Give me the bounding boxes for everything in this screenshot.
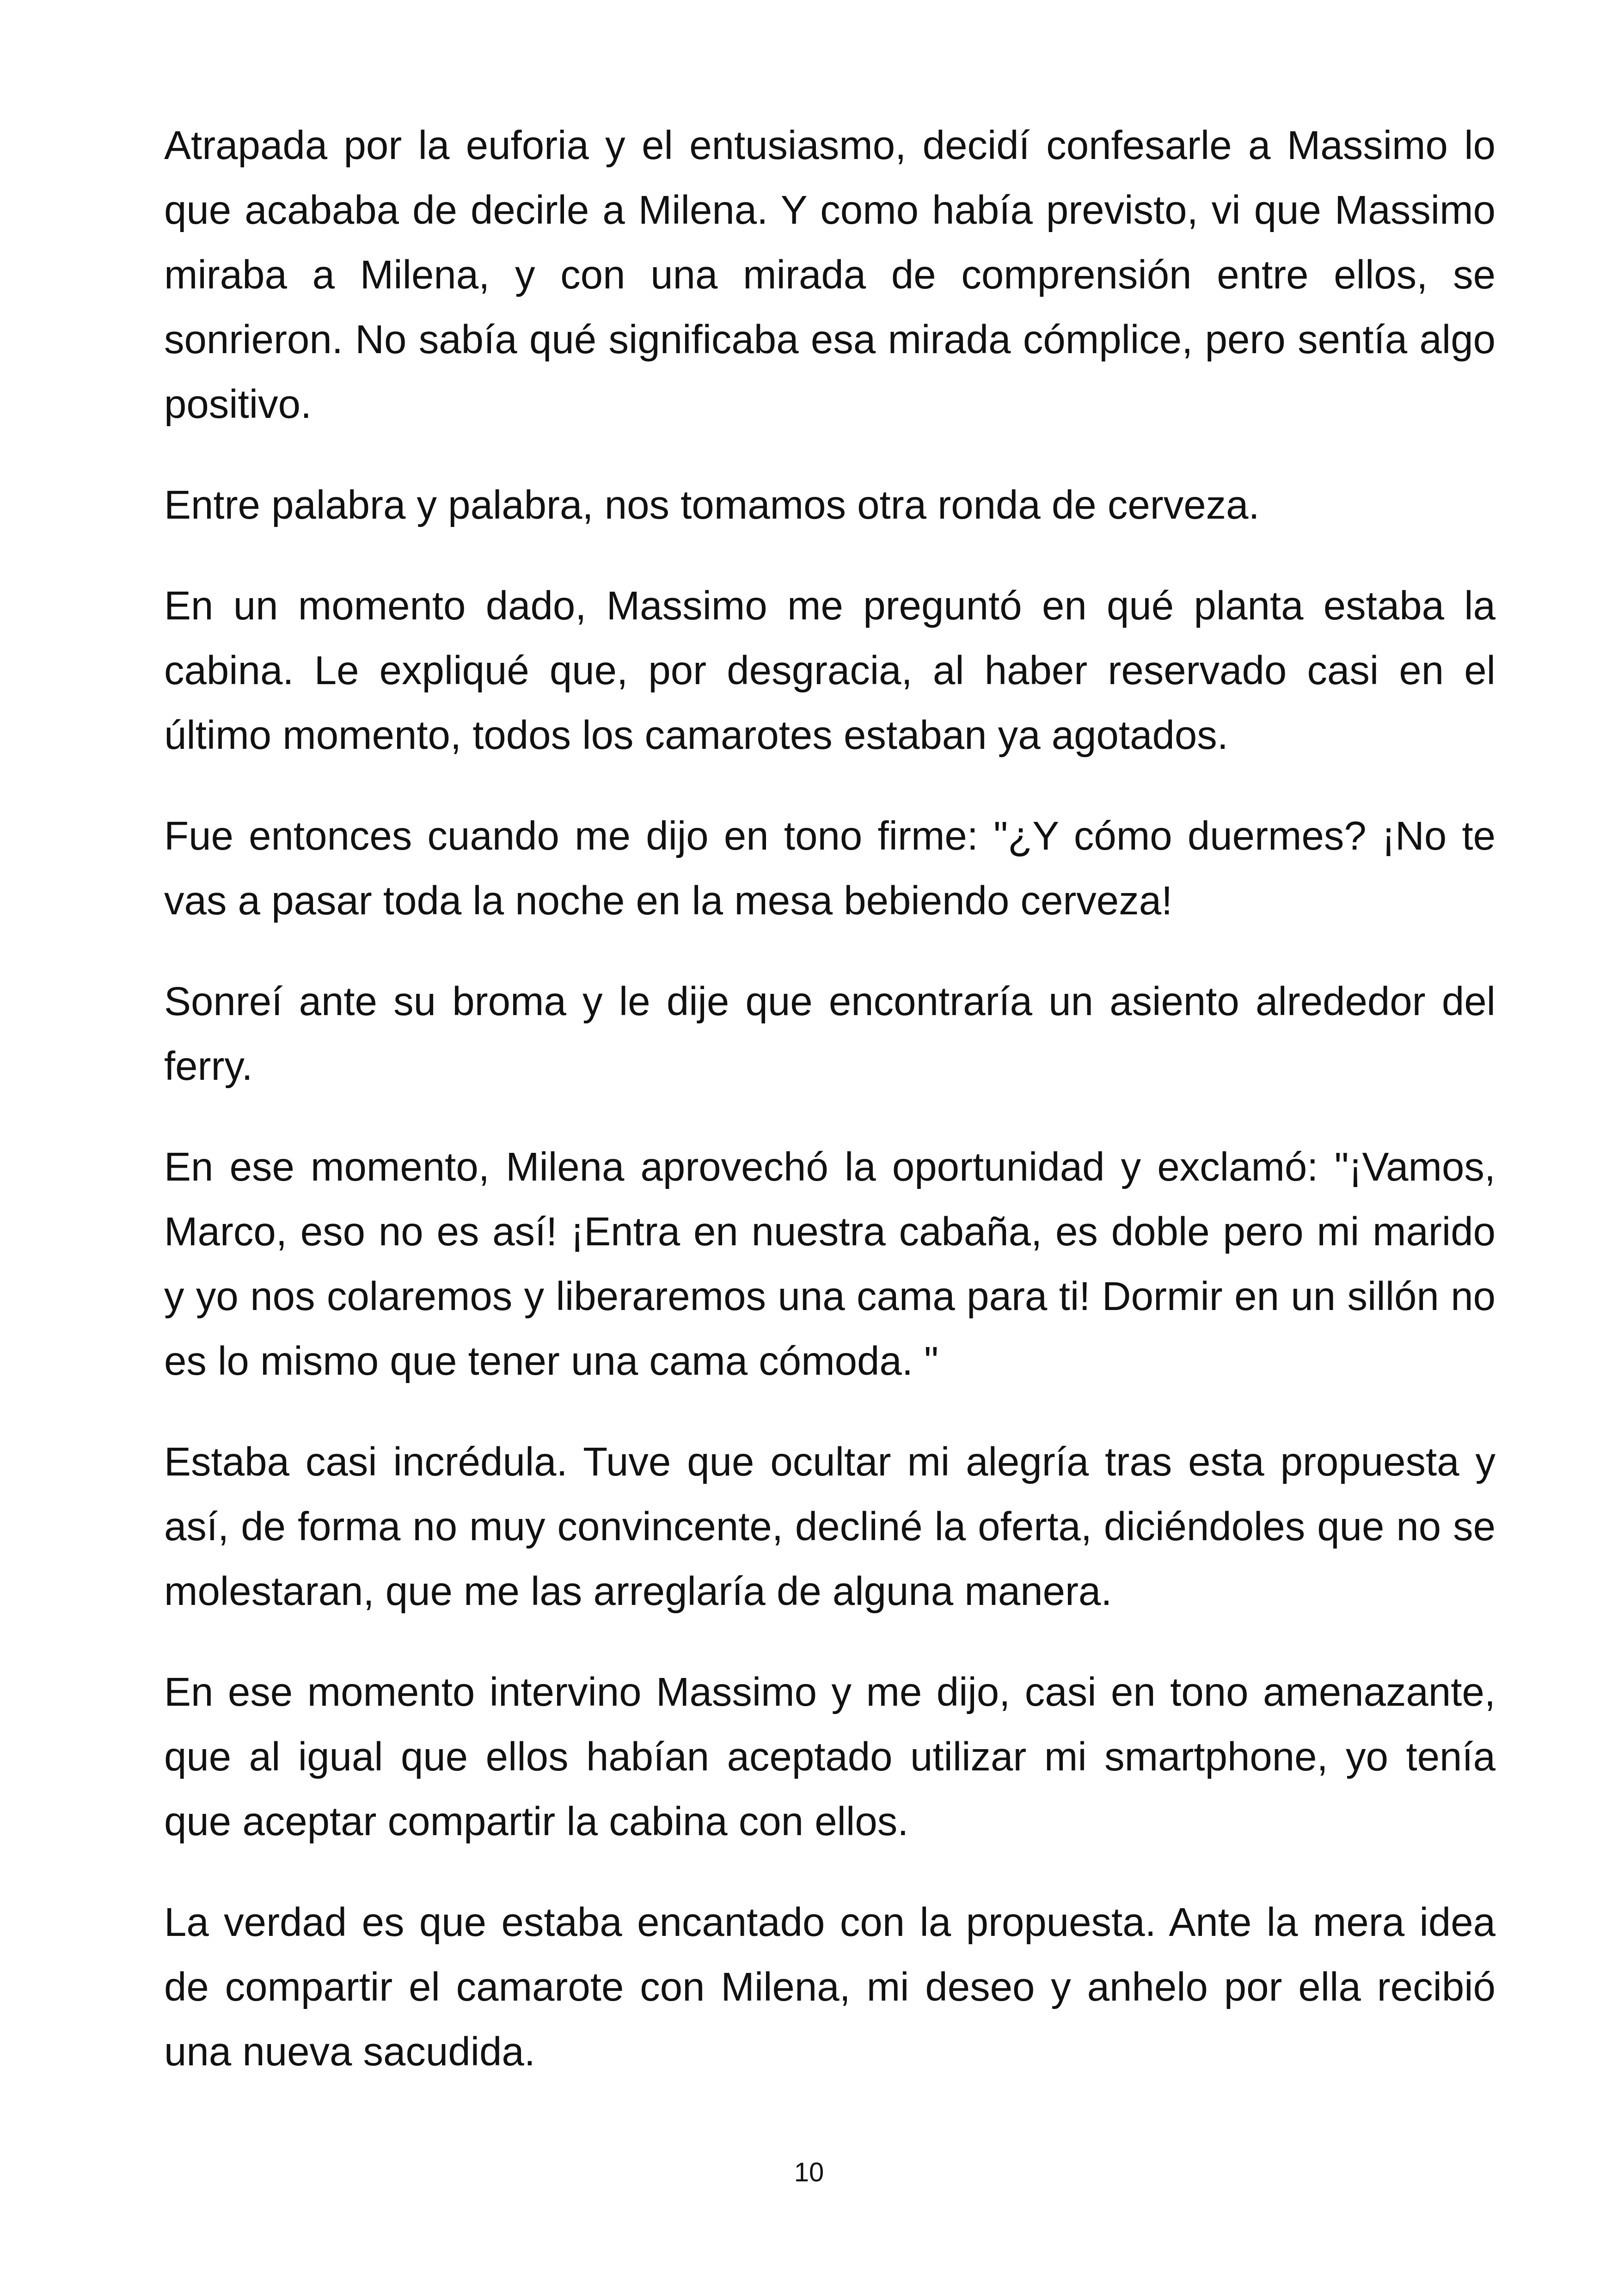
paragraph-4: Fue entonces cuando me dijo en tono firme: "¿Y cómo duermes? ¡No te vas a pasar toda la noche en la mesa bebiendo cerveza!: [164, 814, 1495, 923]
paragraph-7: Estaba casi incrédula. Tuve que ocultar mi alegría tras esta propuesta y así, de forma no muy convincente, decliné la oferta, diciéndoles que no se molestaran, que me las arreglaría de alguna manera.: [164, 1439, 1495, 1614]
paragraph-3: En un momento dado, Massimo me preguntó en qué planta estaba la cabina. Le expliqué que, por desgracia, al haber reservado casi en el último momento, todos los camarotes estaban ya agotados.: [164, 583, 1495, 758]
paragraph-9: La verdad es que estaba encantado con la propuesta. Ante la mera idea de compartir el camarote con Milena, mi deseo y anhelo por ella recibió una nueva sacudida.: [164, 1900, 1495, 2074]
paragraph-5: Sonreí ante su broma y le dije que encontraría un asiento alrededor del ferry.: [164, 979, 1495, 1089]
paragraph-2: Entre palabra y palabra, nos tomamos otra ronda de cerveza.: [164, 483, 1260, 527]
paragraph-6: En ese momento, Milena aprovechó la oportunidad y exclamó: "¡Vamos, Marco, eso no es así! ¡Entra en nuestra cabaña, es doble pero mi marido y yo nos colaremos y liberaremos una cama para ti! Dormir en un sillón no es lo mismo que tener una cama cómoda. ": [164, 1145, 1495, 1384]
paragraph-1: Atrapada por la euforia y el entusiasmo, decidí confesarle a Massimo lo que acababa de decirle a Milena. Y como había previsto, vi que Massimo miraba a Milena, y con una mirada de comprensión entre ellos, se sonrieron. No sabía qué significaba esa mirada cómplice, pero sentía algo positivo.: [164, 123, 1495, 427]
page-number: 10: [794, 2157, 824, 2187]
page-body: [164, 113, 1495, 2084]
paragraph-8: En ese momento intervino Massimo y me dijo, casi en tono amenazante, que al igual que ellos habían aceptado utilizar mi smartphone, yo tenía que aceptar compartir la cabina con ellos.: [164, 1670, 1495, 1844]
